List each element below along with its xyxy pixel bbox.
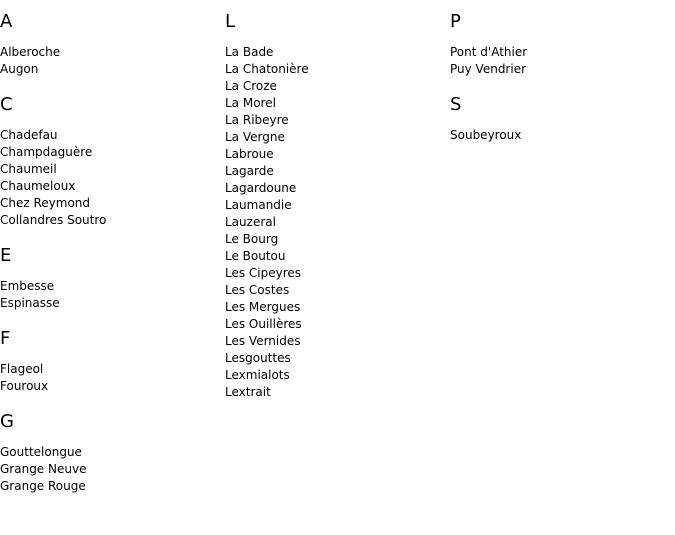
list-item: La Croze <box>225 79 277 93</box>
list-item: Fouroux <box>0 379 49 393</box>
letter-group <box>450 95 670 144</box>
list-item: Lauzeral <box>225 215 276 229</box>
name-list <box>450 44 670 78</box>
list-item: Grange Rouge <box>0 479 86 493</box>
index-column-3 <box>450 12 670 161</box>
letter-group <box>0 12 220 78</box>
name-list <box>0 361 220 395</box>
letter-group <box>0 412 220 495</box>
list-item: Lexmialots <box>225 368 290 382</box>
list-item: Augon <box>0 62 39 76</box>
list-item: Alberoche <box>0 45 61 59</box>
list-item: Labroue <box>225 147 274 161</box>
list-item: Le Bourg <box>225 232 279 246</box>
letter-heading: E <box>0 245 12 266</box>
letter-heading: A <box>0 11 13 32</box>
list-item: Champdaguère <box>0 145 93 159</box>
letter-heading: G <box>0 411 14 432</box>
list-item: Grange Neuve <box>0 462 87 476</box>
list-item: Les Ouillères <box>225 317 302 331</box>
list-item: La Morel <box>225 96 276 110</box>
list-item: Les Mergues <box>225 300 301 314</box>
index-column-1 <box>0 12 220 512</box>
list-item: La Bade <box>225 45 274 59</box>
name-list <box>0 44 220 78</box>
letter-heading: S <box>450 94 462 115</box>
list-item: Chaumeloux <box>0 179 76 193</box>
list-item: Chaumeil <box>0 162 57 176</box>
list-item: Collandres Soutro <box>0 213 107 227</box>
letter-group <box>0 329 220 395</box>
name-list <box>0 444 220 495</box>
list-item: Laumandie <box>225 198 292 212</box>
letter-heading: P <box>450 11 461 32</box>
list-item: Les Vernides <box>225 334 301 348</box>
letter-heading: L <box>225 11 236 32</box>
letter-group <box>450 12 670 78</box>
list-item: Le Boutou <box>225 249 286 263</box>
list-item: Pont d'Athier <box>450 45 528 59</box>
list-item: Chadefau <box>0 128 58 142</box>
letter-group <box>225 12 445 401</box>
list-item: La Ribeyre <box>225 113 289 127</box>
name-list <box>0 278 220 312</box>
list-item: Puy Vendrier <box>450 62 527 76</box>
list-item: Embesse <box>0 279 55 293</box>
list-item: Lextrait <box>225 385 271 399</box>
letter-heading: F <box>0 328 11 349</box>
list-item: Flageol <box>0 362 44 376</box>
name-list <box>450 127 670 144</box>
name-list <box>0 127 220 229</box>
list-item: La Vergne <box>225 130 285 144</box>
list-item: Espinasse <box>0 296 60 310</box>
letter-group <box>0 246 220 312</box>
index-column-2 <box>225 12 445 418</box>
letter-heading: C <box>0 94 13 115</box>
list-item: Les Cipeyres <box>225 266 302 280</box>
list-item: Lagarde <box>225 164 274 178</box>
list-item: Chez Reymond <box>0 196 91 210</box>
name-list <box>225 44 445 401</box>
list-item: Gouttelongue <box>0 445 82 459</box>
list-item: Lagardoune <box>225 181 297 195</box>
list-item: Lesgouttes <box>225 351 291 365</box>
list-item: Les Costes <box>225 283 290 297</box>
letter-group <box>0 95 220 229</box>
list-item: Soubeyroux <box>450 128 522 142</box>
list-item: La Chatonière <box>225 62 309 76</box>
